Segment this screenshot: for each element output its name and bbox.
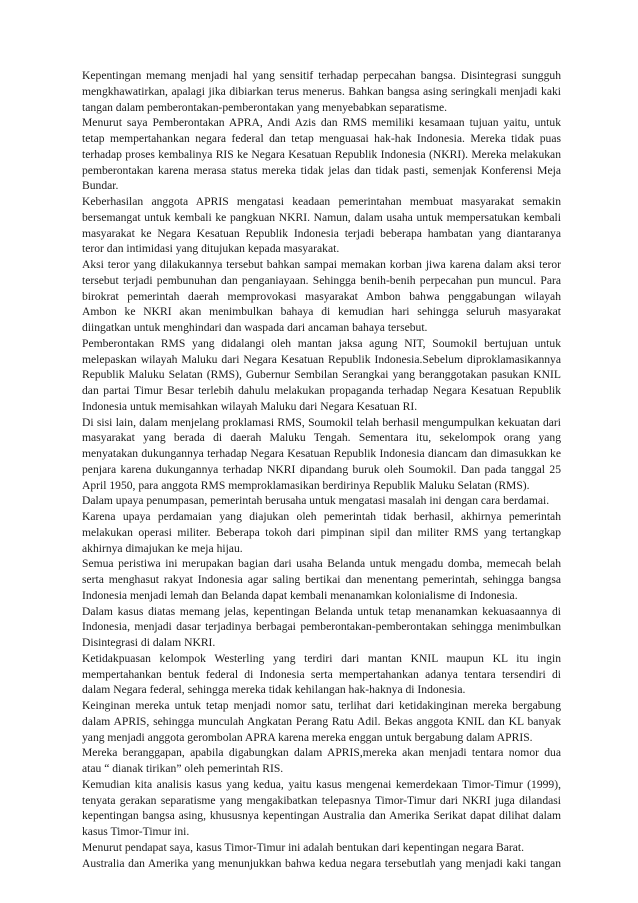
- text-line: terhadap proses kembalinya RIS ke Negara Kesatuan Republik Indonesia (NKRI). Mereka melakukan: [82, 147, 561, 161]
- text-line: Disintegrasi di dalam NKRI.: [82, 636, 216, 649]
- text-line: Ketidakpuasan kelompok Westerling yang terdiri dari mantan KNIL maupun KL itu ingin: [82, 651, 561, 665]
- text-line: kasus Timor-Timur ini.: [82, 825, 190, 838]
- text-line: Semua peristiwa ini merupakan bagian dari usaha Belanda untuk mengadu domba, memecah belah: [82, 557, 561, 571]
- text-line: Keberhasilan anggota APRIS mengatasi keadaan pemerintahan membuat masyarakat semakin: [82, 195, 561, 208]
- text-line: Australia dan Amerika yang menunjukkan bahwa kedua negara tersebutlah yang menjadi kaki tangan: [82, 856, 561, 870]
- text-line: Indonesia untuk memisahkan wilayah Maluku dari Negara Kesatuan RI.: [82, 399, 418, 413]
- text-line: Menurut saya Pemberontakan APRA, Andi Azis dan RMS memiliki kesamaan tujuan yaitu, untuk: [82, 116, 561, 130]
- text-line: Dalam upaya penumpasan, pemerintah berusaha untuk mengatasi masalah ini dengan cara berdamai.: [82, 494, 550, 508]
- text-line: pemberontakan karena merasa status mereka tidak jelas dan tidak pasti, semenjak Konferensi Meja: [82, 163, 561, 177]
- text-line: Bundar.: [82, 179, 119, 193]
- text-line: Di sisi lain, dalam menjelang proklamasi RMS, Soumokil telah berhasil mengumpulkan kekuatan dari: [82, 415, 561, 429]
- text-line: Indonesia, menjadi dasar terjadinya berbagai pemberontakan-pemberontakan sehingga menimbulkan: [82, 620, 561, 634]
- text-line: Kepentingan memang menjadi hal yang sensitif terhadap perpecahan bangsa. Disintegrasi sungguh: [82, 69, 561, 82]
- text-line: Kemudian kita analisis kasus yang kedua, yaitu kasus mengenai kemerdekaan Timor-Timur (1999),: [82, 777, 561, 791]
- text-line: dalam APRIS, sehingga munculah Angkatan Perang Ratu Adil. Bekas anggota KNIL dan KL banyak: [82, 714, 561, 728]
- text-line: Aksi teror yang dilakukannya tersebut bahkan sampai memakan korban jiwa karena dalam aksi teror: [82, 258, 561, 271]
- text-line: yang menjadi anggota gerombolan APRA karena mereka enggan untuk bergabung dalam APRIS.: [82, 730, 533, 744]
- text-line: atau “ dianak tirikan” oleh pemerintah RIS.: [82, 762, 284, 775]
- text-line: tersebut terjadi pembunuhan dan penganiayaan. Sehingga benih-benih perpecahan pun muncul. Para: [82, 273, 561, 287]
- text-line: masyarakat ke Negara Kesatuan Republik Indonesia terjadi beberapa hambatan yang diantaranya: [82, 226, 561, 240]
- text-line: diingatkan untuk menghindari dan waspada dari ancaman bahaya tersebut.: [82, 321, 428, 334]
- text-line: Karena upaya perdamaian yang diajukan oleh pemerintah tidak berhasil, akhirnya pemerintah: [82, 510, 561, 523]
- text-line: kepentingan bangsa asing, khususnya kepentingan Australia dan Amerika Serikat dapat dilihat dalam: [82, 809, 561, 823]
- text-line: menyatakan dukungannya terhadap Negara Kesatuan Republik Indonesia diancam dan dimasukkan ke: [82, 447, 561, 460]
- text-line: masyarakat yang berada di daerah Maluku Tengah. Sementara itu, sekelompok orang yang: [82, 431, 561, 445]
- document-body-text: [82, 68, 561, 871]
- text-line: bersemangat untuk kembali ke pangkuan NKRI. Namun, dalam usaha untuk mempersatukan kembali: [82, 210, 561, 224]
- text-line: April 1950, para anggota RMS memproklamasikan berdirinya Republik Maluku Selatan (RMS).: [82, 478, 530, 492]
- text-line: birokrat pemerintah daerah memprovokasi masyarakat Ambon bahwa penggabungan wilayah: [82, 289, 561, 303]
- text-line: Mereka beranggapan, apabila digabungkan dalam APRIS,mereka akan menjadi tentara nomor dua: [82, 746, 561, 760]
- text-line: dan partai Timur Besar terlebih dahulu melakukan propaganda terhadap Negara Kesatuan Republik: [82, 384, 561, 397]
- text-line: serta menghasut rakyat Indonesia agar saling bertikai dan menentang pemerintah, sehingga bangsa: [82, 573, 561, 586]
- text-line: Menurut pendapat saya, kasus Timor-Timur ini adalah bentukan dari kepentingan negara Barat.: [82, 840, 525, 854]
- text-line: Pemberontakan RMS yang didalangi oleh mantan jaksa agung NIT, Soumokil bertujuan untuk: [82, 336, 561, 350]
- text-line: teror dan intimidasi yang ditujukan kepada masyarakat.: [82, 242, 340, 256]
- text-line: dalam Negara federal, sehingga mereka tidak kehilangan hak-haknya di Indonesia.: [82, 683, 466, 697]
- text-line: mempertahankan bentuk federal di Indonesia serta mempertahankan adanya tentara tersendiri di: [82, 667, 561, 681]
- text-line: akhirnya dimajukan ke meja hijau.: [82, 541, 243, 555]
- text-line: tenyata gerakan separatisme yang mengakibatkan telepasnya Timor-Timur dari NKRI juga dilandasi: [82, 793, 561, 807]
- text-line: tangan dalam pemberontakan-pemberontakan yang menyebabkan separatisme.: [82, 100, 448, 114]
- text-line: melakukan operasi militer. Beberapa tokoh dari pimpinan sipil dan militer RMS yang tertangkap: [82, 525, 561, 539]
- text-line: penjara karena dukungannya terhadap NKRI dipandang buruk oleh Soumokil. Dan pada tanggal 25: [82, 462, 561, 476]
- text-line: melepaskan wilayah Maluku dari Negara Kesatuan Republik Indonesia.Sebelum diproklamasikannya: [82, 352, 561, 366]
- text-line: Republik Maluku Selatan (RMS), Gubernur Sembilan Serangkai yang beranggotakan pasukan KNIL: [82, 368, 561, 382]
- text-line: mengkhawatirkan, apalagi jika dibiarkan terus menerus. Bahkan bangsa asing seringkali menjadi kaki: [82, 84, 561, 98]
- text-line: Ambon ke NKRI akan menimbulkan bahaya di kemudian hari sehingga seluruh masyarakat: [82, 305, 561, 319]
- text-line: Keinginan mereka untuk tetap menjadi nomor satu, terlihat dari ketidakinginan mereka bergabung: [82, 699, 561, 712]
- text-line: Dalam kasus diatas memang jelas, kepentingan Belanda untuk tetap menanamkan kekuasaannya di: [82, 604, 561, 618]
- text-line: Indonesia menjadi lemah dan Belanda dapat kembali menanamkan kolonialisme di Indonesia.: [82, 588, 518, 602]
- text-line: tetap mempertahankan negara federal dan tetap menguasai hak-hak Indonesia. Mereka tidak puas: [82, 132, 561, 145]
